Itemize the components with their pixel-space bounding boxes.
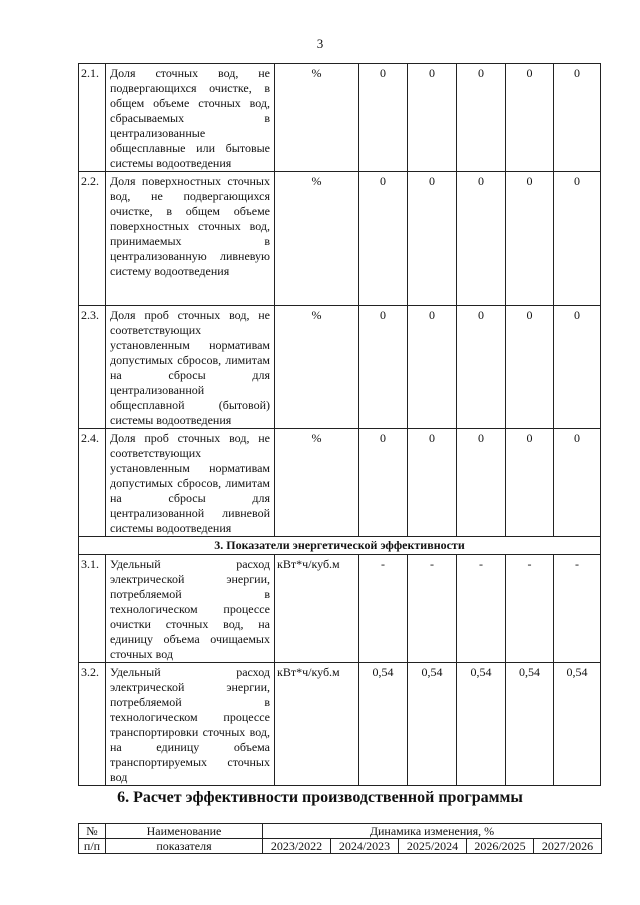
value-cell: 0 [359, 64, 408, 172]
efficiency-table [78, 823, 602, 854]
page-number: 3 [316, 36, 324, 51]
table-row [79, 306, 601, 429]
value-cell: 0 [408, 429, 457, 537]
value-cell: 0,54 [554, 663, 601, 786]
period-header: 2023/2022 [263, 839, 331, 854]
indicator-name: Доля поверхностных сточных вод, не подвергающихся очистке, в общем объеме поверхностных сточных вод, принимаемых в централизованную ливневую систему водоотведения [106, 172, 275, 306]
row-number: 3.2. [79, 663, 106, 786]
period-header: 2024/2023 [331, 839, 399, 854]
section-3-title: 3. Показатели энергетической эффективности [79, 537, 601, 555]
table-row [79, 555, 601, 663]
value-cell: - [408, 555, 457, 663]
row-number: 2.1. [79, 64, 106, 172]
table-row [79, 429, 601, 537]
num-header-1: № [79, 824, 106, 839]
indicator-name: Доля проб сточных вод, не соответствующих установленным нормативам допустимых сбросов, лимитам на сбросы для централизованной ливневой системы водоотведения [106, 429, 275, 537]
header-row-1 [79, 824, 602, 839]
value-cell: 0 [359, 429, 408, 537]
value-cell: 0 [506, 64, 554, 172]
value-cell: 0 [408, 172, 457, 306]
section-6-heading: 6. Расчет эффективности производственной программы [117, 789, 523, 806]
row-number: 3.1. [79, 555, 106, 663]
value-cell: 0,54 [408, 663, 457, 786]
table-row [79, 172, 601, 306]
value-cell: 0 [506, 306, 554, 429]
value-cell: 0 [457, 429, 506, 537]
unit-cell: % [275, 429, 359, 537]
table-row [79, 663, 601, 786]
value-cell: - [506, 555, 554, 663]
value-cell: 0 [359, 306, 408, 429]
name-header-2: показателя [106, 839, 263, 854]
table-row [79, 64, 601, 172]
value-cell: 0 [554, 172, 601, 306]
period-header: 2027/2026 [534, 839, 602, 854]
value-cell: 0 [408, 64, 457, 172]
header-row-2 [79, 839, 602, 854]
unit-cell: % [275, 172, 359, 306]
unit-cell: кВт*ч/куб.м [275, 555, 359, 663]
value-cell: 0,54 [506, 663, 554, 786]
value-cell: 0 [506, 172, 554, 306]
period-header: 2026/2025 [467, 839, 534, 854]
row-number: 2.3. [79, 306, 106, 429]
name-header-1: Наименование [106, 824, 263, 839]
unit-cell: % [275, 64, 359, 172]
period-header: 2025/2024 [399, 839, 467, 854]
value-cell: 0 [457, 64, 506, 172]
value-cell: 0,54 [359, 663, 408, 786]
unit-cell: % [275, 306, 359, 429]
value-cell: - [554, 555, 601, 663]
indicators-table [78, 63, 601, 786]
num-header-2: п/п [79, 839, 106, 854]
value-cell: 0 [457, 172, 506, 306]
value-cell: - [359, 555, 408, 663]
value-cell: 0 [554, 429, 601, 537]
indicator-name: Доля проб сточных вод, не соответствующих установленным нормативам допустимых сбросов, лимитам на сбросы для централизованной общесплавной (бытовой) системы водоотведения [106, 306, 275, 429]
value-cell: 0 [554, 306, 601, 429]
value-cell: 0 [359, 172, 408, 306]
indicator-name: Удельный расход электрической энергии, потребляемой в технологическом процессе очистки сточных вод, на единицу объема очищаемых сточных вод [106, 555, 275, 663]
value-cell: 0 [506, 429, 554, 537]
row-number: 2.4. [79, 429, 106, 537]
indicator-name: Доля сточных вод, не подвергающихся очистке, в общем объеме сточных вод, сбрасываемых в централизованные общесплавные или бытовые системы водоотведения [106, 64, 275, 172]
unit-cell: кВт*ч/куб.м [275, 663, 359, 786]
value-cell: 0,54 [457, 663, 506, 786]
value-cell: - [457, 555, 506, 663]
value-cell: 0 [554, 64, 601, 172]
indicator-name: Удельный расход электрической энергии, потребляемой в технологическом процессе транспортировки сточных вод, на единицу объема транспортируемых сточных вод [106, 663, 275, 786]
section-header-row [79, 537, 601, 555]
value-cell: 0 [457, 306, 506, 429]
row-number: 2.2. [79, 172, 106, 306]
value-cell: 0 [408, 306, 457, 429]
dynamics-header: Динамика изменения, % [263, 824, 602, 839]
